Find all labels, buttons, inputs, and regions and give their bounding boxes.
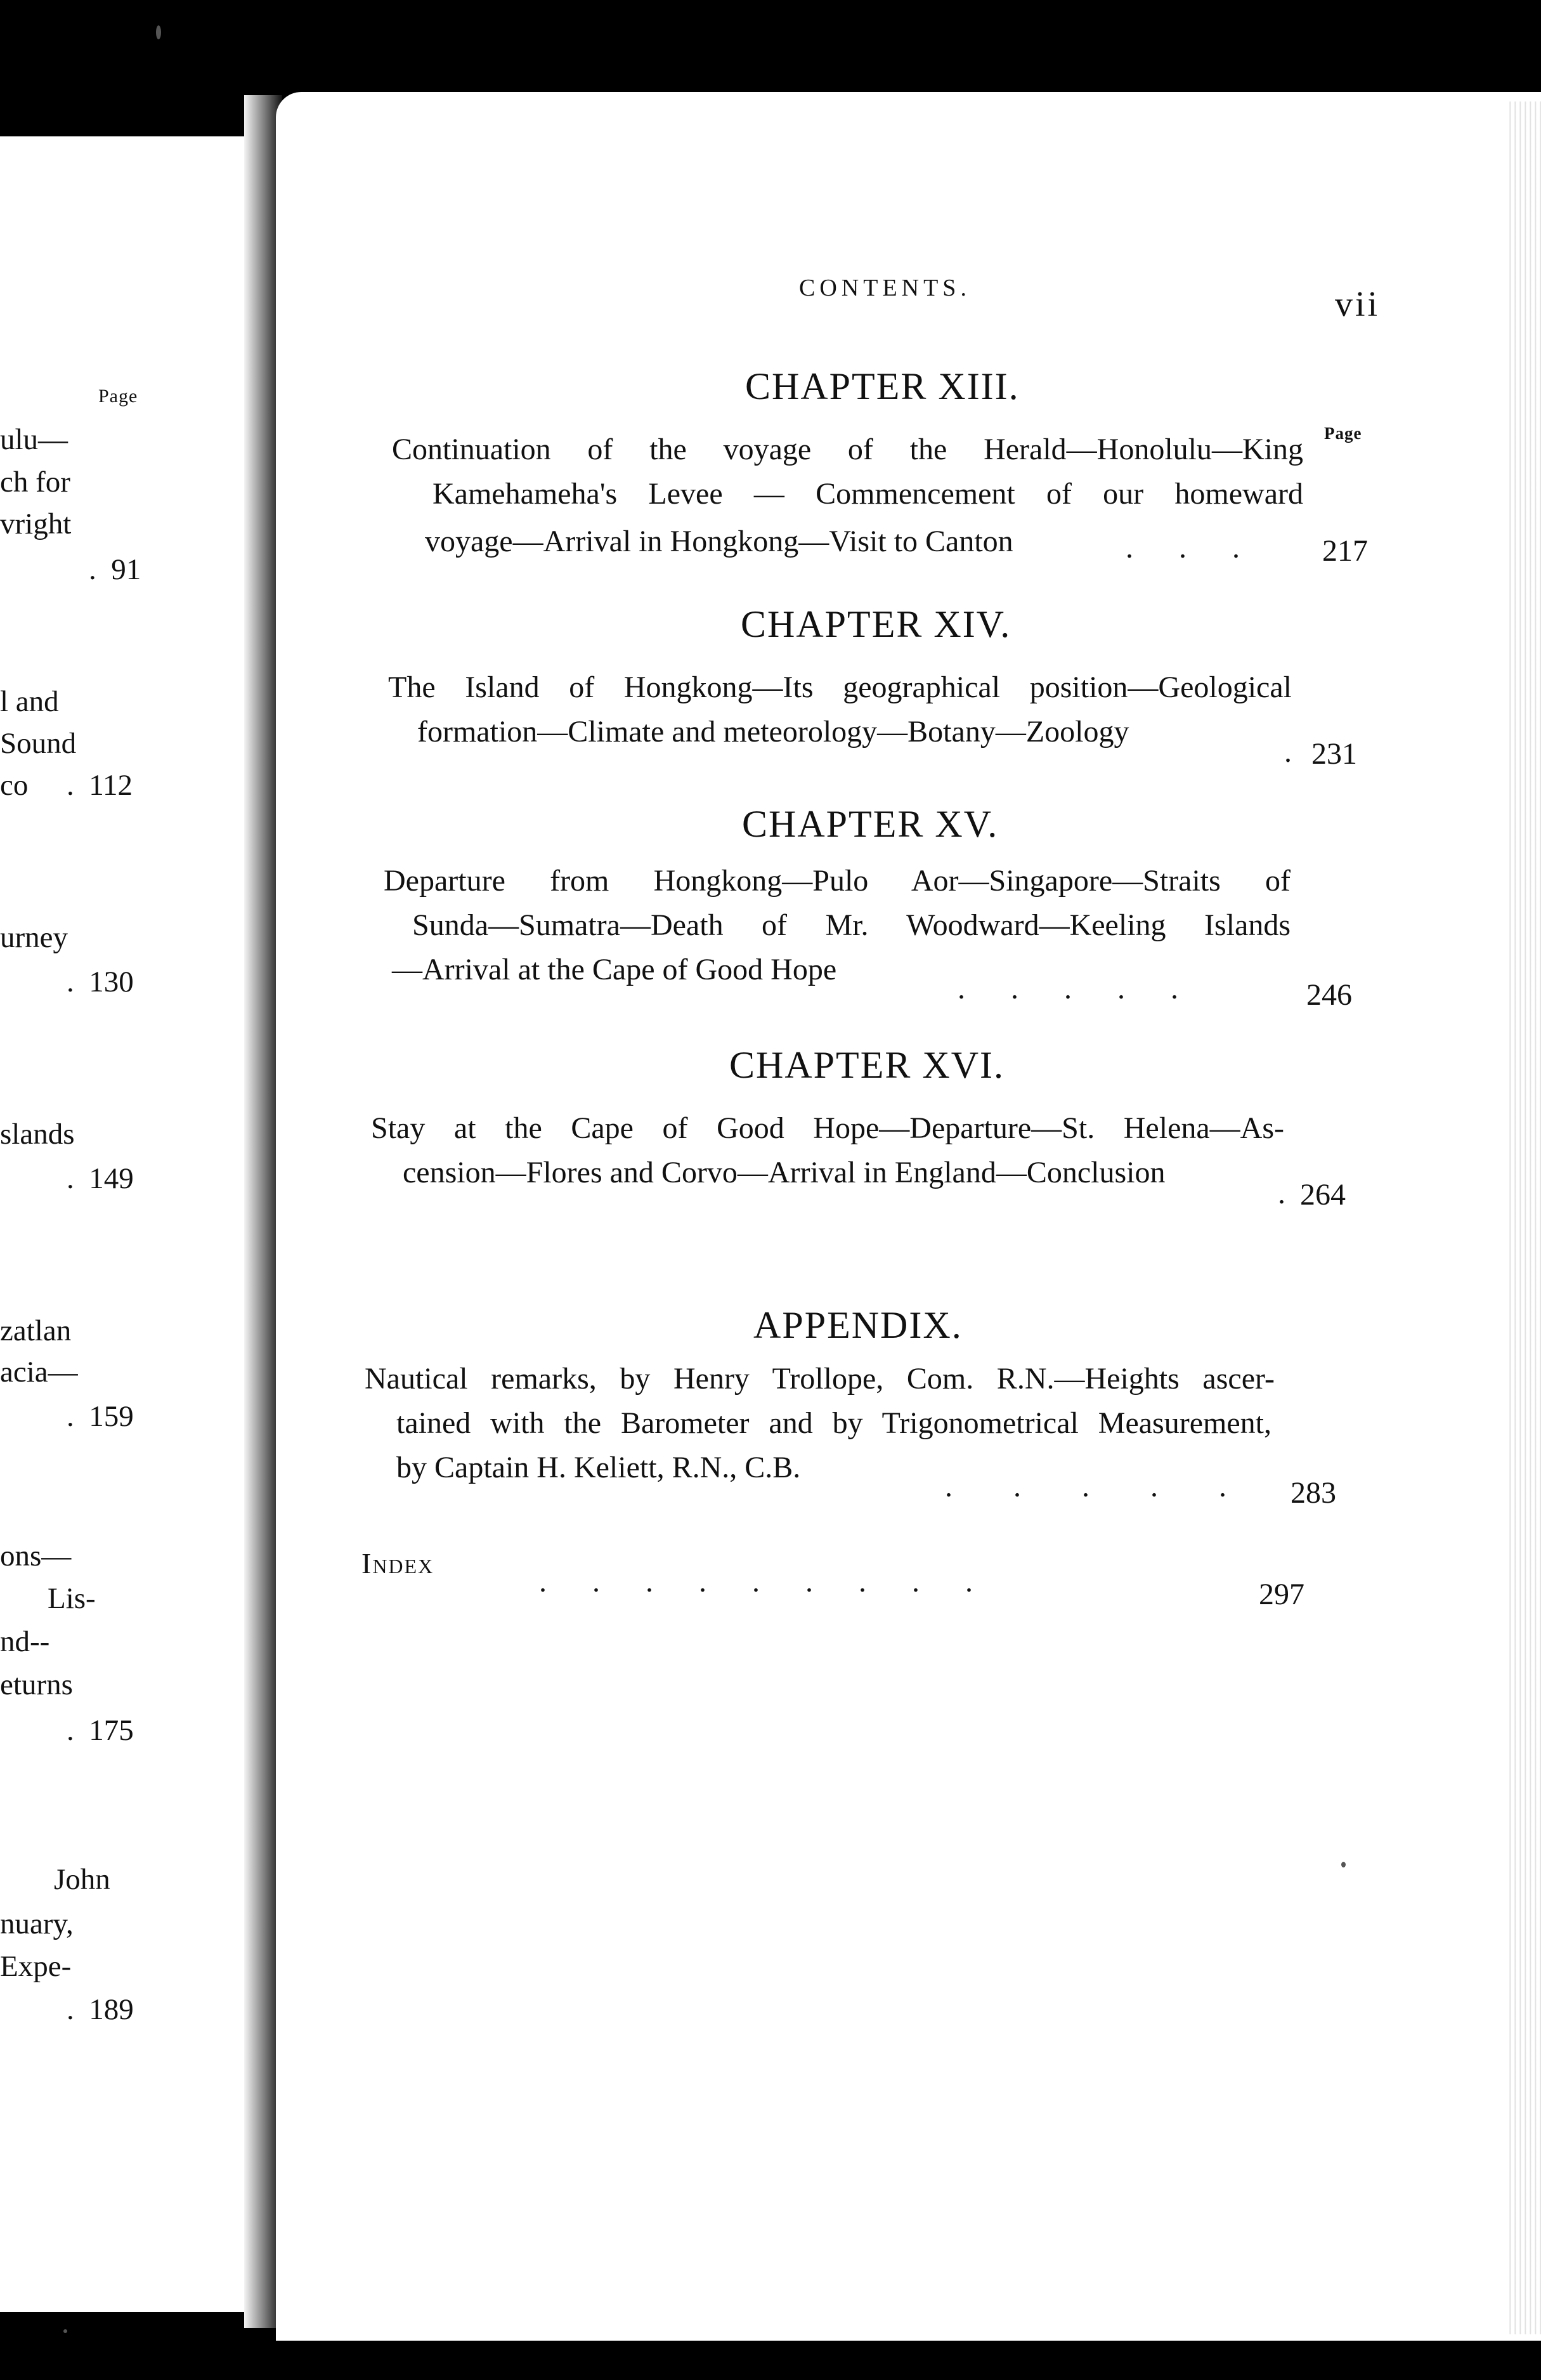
previous-page: [0, 136, 250, 2312]
left-fragment: slands: [0, 1118, 75, 1151]
left-page-number: . 130: [67, 965, 134, 998]
dot-leader: . . . . . . . . .: [539, 1565, 973, 1599]
dot-leader: . . .: [1126, 531, 1240, 565]
left-fragment: Expe-: [0, 1950, 72, 1983]
left-fragment: urney: [0, 921, 68, 954]
left-fragment: Sound: [0, 727, 77, 760]
chapter-title: CHAPTER XIV.: [741, 603, 1011, 645]
dot-leader: . . . . .: [945, 1470, 1226, 1503]
scan-speck: [63, 2329, 67, 2333]
left-fragment: nuary,: [0, 1907, 74, 1940]
index-page-number: 297: [1259, 1578, 1304, 1611]
left-fragment: co: [0, 769, 29, 802]
left-fragment: vright: [0, 507, 72, 540]
appendix-line: tained with the Barometer and by Trigonometrical Measurement,: [396, 1406, 1271, 1440]
page-column-label: Page: [1324, 424, 1362, 443]
chapter-page-number: 231: [1311, 737, 1357, 771]
folio: vii: [1335, 285, 1381, 324]
page-column-label: Page: [98, 386, 138, 407]
appendix-line: by Captain H. Keliett, R.N., C.B.: [396, 1451, 801, 1484]
appendix-page-number: 283: [1291, 1476, 1336, 1510]
chapter-summary-line: Kamehameha's Levee — Commencement of our homeward: [432, 477, 1303, 511]
left-page-number: . 189: [67, 1993, 134, 2026]
chapter-page-number: 246: [1306, 978, 1352, 1012]
left-fragment: ons—: [0, 1540, 72, 1573]
running-head: CONTENTS.: [799, 275, 971, 301]
scan-speck: [156, 25, 161, 39]
left-page-number: . 149: [67, 1162, 134, 1195]
left-fragment: nd--: [0, 1625, 50, 1658]
left-fragment: Lis-: [48, 1582, 96, 1615]
chapter-summary-line: Departure from Hongkong—Pulo Aor—Singapore—Straits of: [384, 864, 1291, 898]
chapter-summary-line: Stay at the Cape of Good Hope—Departure—St. Helena—As-: [371, 1111, 1284, 1145]
left-fragment: eturns: [0, 1668, 73, 1701]
scan-speck: [1341, 1862, 1346, 1867]
page-edge: [1506, 101, 1541, 2334]
chapter-summary-line: cension—Flores and Corvo—Arrival in England—Conclusion: [403, 1156, 1166, 1189]
left-page-number: . 112: [67, 769, 133, 802]
left-fragment: ulu—: [0, 423, 68, 456]
index-label: Index: [361, 1547, 434, 1579]
left-fragment: zatlan: [0, 1314, 72, 1347]
chapter-title: CHAPTER XIII.: [745, 365, 1020, 407]
left-page-number: . 175: [67, 1714, 134, 1747]
left-fragment: John: [54, 1863, 110, 1896]
left-fragment: acia—: [0, 1356, 78, 1389]
chapter-summary-line: Sunda—Sumatra—Death of Mr. Woodward—Keeling Islands: [412, 908, 1291, 942]
chapter-summary-line: —Arrival at the Cape of Good Hope: [392, 953, 837, 986]
chapter-page-number: 217: [1322, 534, 1368, 568]
left-page-number: . 159: [67, 1400, 134, 1433]
chapter-title: CHAPTER XVI.: [729, 1044, 1005, 1086]
dot-leader: . . . . .: [958, 972, 1178, 1005]
appendix-title: APPENDIX.: [753, 1304, 963, 1346]
chapter-summary-line: formation—Climate and meteorology—Botany—Zoology: [417, 715, 1129, 749]
left-fragment: l and: [0, 685, 59, 718]
chapter-summary-line: voyage—Arrival in Hongkong—Visit to Canton: [425, 525, 1013, 558]
dot-leader: .: [1284, 735, 1292, 769]
dot-leader: .: [1278, 1177, 1285, 1210]
chapter-title: CHAPTER XV.: [742, 803, 999, 845]
appendix-line: Nautical remarks, by Henry Trollope, Com. R.N.—Heights ascer-: [365, 1362, 1275, 1396]
chapter-summary-line: Continuation of the voyage of the Herald—Honolulu—King: [392, 433, 1303, 466]
left-page-number: . 91: [89, 553, 141, 586]
chapter-summary-line: The Island of Hongkong—Its geographical position—Geological: [388, 670, 1292, 704]
chapter-page-number: 264: [1300, 1178, 1346, 1212]
left-fragment: ch for: [0, 466, 70, 499]
